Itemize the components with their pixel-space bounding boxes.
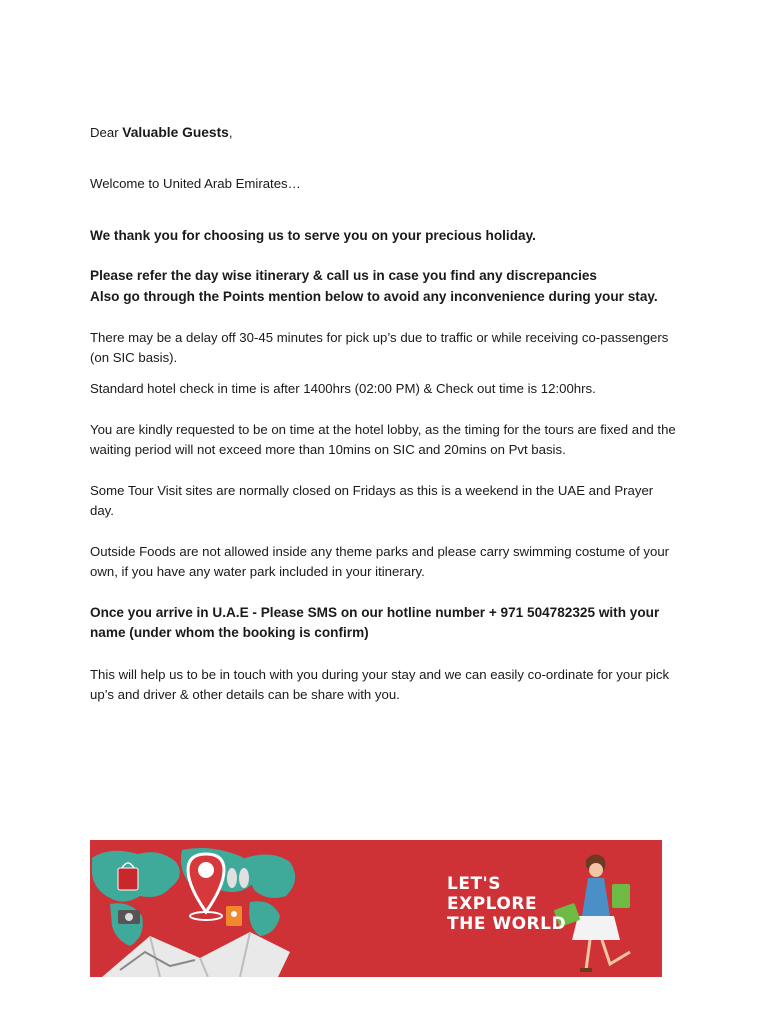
- banner-line-2: EXPLORE: [447, 894, 538, 914]
- greeting-suffix: ,: [228, 125, 233, 140]
- refer-line-1: Please refer the day wise itinerary & call us in case you find any discrepancies: [90, 268, 597, 283]
- lobby-note: You are kindly requested to be on time at the hotel lobby, as the timing for the tours are fixed and the waiting period will not exceed more than 10mins on SIC and 20mins on Pvt basis.: [90, 422, 676, 457]
- foods-note: Outside Foods are not allowed inside any theme parks and please carry swimming costume of your own, if you have any water park included in your itinerary.: [90, 544, 670, 579]
- help-note: This will help us to be in touch with you during your stay and we can easily co-ordinate for your pick up’s and driver & other details can be share with you.: [90, 667, 670, 702]
- checkin-note: Standard hotel check in time is after 1400hrs (02:00 PM) & Check out time is 12:00hrs.: [90, 381, 596, 396]
- banner-line-3: THE WORLD: [447, 914, 567, 934]
- greeting: [90, 123, 680, 143]
- delay-note: There may be a delay off 30-45 minutes for pick up’s due to traffic or while receiving co-passengers (on SIC basis).: [90, 330, 669, 365]
- welcome-text: Welcome to United Arab Emirates…: [90, 176, 301, 191]
- explore-banner: [90, 840, 662, 977]
- refer-line-2: Also go through the Points mention below to avoid any inconvenience during your stay.: [90, 289, 658, 304]
- banner-headline: [447, 874, 566, 934]
- passport-icon: [226, 906, 242, 926]
- sms-instruction: Once you arrive in U.A.E - Please SMS on our hotline number + 971 504782325 with your name (under whom the booking is confirm): [90, 605, 660, 640]
- thanks-text: We thank you for choosing us to serve you on your precious holiday.: [90, 228, 536, 243]
- greeting-prefix: Dear: [90, 125, 119, 140]
- banner-line-1: LET'S: [447, 874, 501, 894]
- fridays-note: Some Tour Visit sites are normally closed on Fridays as this is a weekend in the UAE and Prayer day.: [90, 483, 654, 518]
- location-pin-icon: [188, 854, 224, 920]
- camera-icon: [118, 910, 140, 924]
- banner-illustration: [90, 840, 662, 977]
- greeting-name: Valuable Guests: [122, 125, 229, 140]
